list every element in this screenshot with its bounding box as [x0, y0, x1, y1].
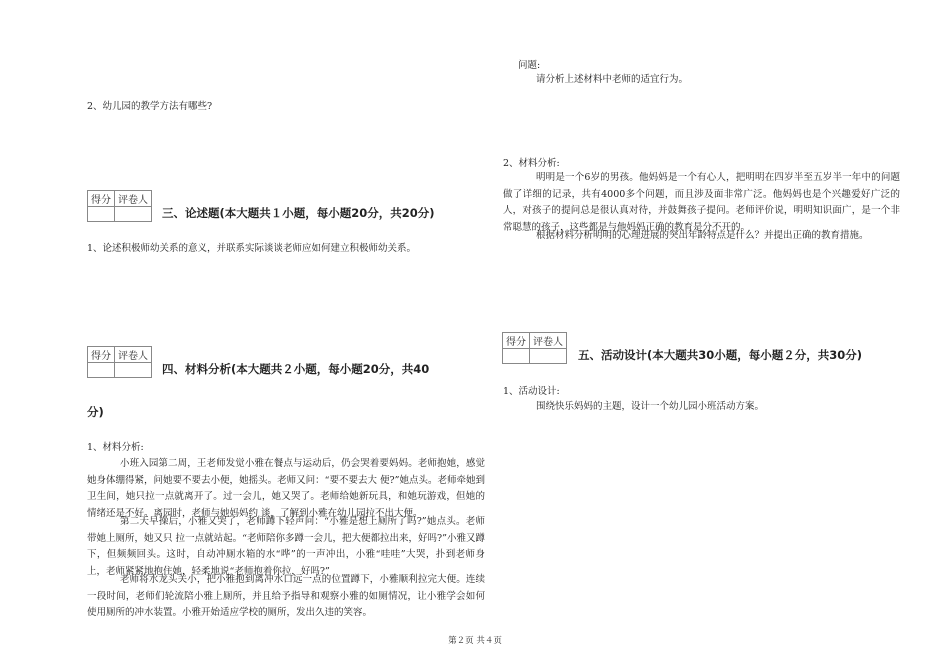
section-4-title-line1: 四、材料分析(本大题共２小题，每小题20分，共40 — [162, 362, 430, 376]
score-cell[interactable] — [88, 207, 115, 222]
question-text: 请分析上述材料中老师的适宜行为。 — [536, 74, 689, 85]
section-4-question-1-label: 1、材料分析: — [87, 442, 144, 453]
score-cell[interactable] — [88, 363, 115, 378]
section-3-question-1: 1、论述积极师幼关系的意义，并联系实际谈谈老师应如何建立积极师幼关系。 — [87, 243, 417, 254]
material-paragraph-3: 老师将水龙头关小，把小雅抱到离冲水口远一点的位置蹲下，小雅顺利拉完大便。连续一段时间，老师们轮流陪小雅上厕所，并且给予指导和观察小雅的如厕情况，让小雅学会如何使用厕所的冲水装置。小雅开始适应学校的厕所，发出久违的笑容。 — [87, 574, 485, 619]
score-cell[interactable] — [503, 349, 530, 364]
section-5-question-1-label: 1、活动设计: — [503, 386, 560, 397]
section-5-title: 五、活动设计(本大题共30小题，每小题２分，共30分) — [578, 348, 863, 362]
section-4-title-line2: 分) — [87, 405, 104, 419]
score-label: 得分 — [88, 347, 115, 363]
material-2-paragraph-2: 根据材料分析明明的心理进展的突出年龄特点是什么？并提出正确的教育措施。 — [536, 230, 869, 241]
reviewer-label: 评卷人 — [530, 333, 567, 349]
reviewer-cell[interactable] — [530, 349, 567, 364]
question-2-text: 2、幼儿园的教学方法有哪些? — [87, 101, 213, 112]
reviewer-label: 评卷人 — [115, 191, 152, 207]
score-box-section-3 — [87, 190, 152, 222]
section-3-title: 三、论述题(本大题共１小题，每小题20分，共20分) — [162, 206, 435, 220]
material-paragraph-1: 小班入园第二周，王老师发觉小雅在餐点与运动后，仍会哭着要妈妈。老师抱她，感觉她身体绷得紧，问她要不要去小便，她摇头。老师又问：“要不要去大 便?”她点头。老师牵她到卫生间，她只拉一点就离开了。过一会儿，她又哭了。老师给她新玩具，和她玩游戏，但她的情绪还是不好。离园时，老师与她妈妈约 谈，了解到小雅在幼儿园拉不出大便。 — [87, 458, 485, 519]
question-2-label: 2、材料分析: — [503, 158, 560, 169]
score-box-section-4 — [87, 346, 152, 378]
score-label: 得分 — [88, 191, 115, 207]
material-paragraph-2: 第二天早操后，小雅又哭了，老师蹲下轻声问：“小雅是想上厕所了吗?”她点头。老师带她上厕所，她又只 拉一点就站起。“老师陪你多蹲一会儿，把大便都拉出来，好吗?”小雅又蹲下，但频频回头。这时，自动冲厕水箱的水“哗”的一声冲出，小雅“哇哇”大哭，扑到老师身上，老师紧紧地抱住她，轻柔地说“老师抱着你拉，好吗?” — [87, 516, 485, 577]
page-number-footer: 第２页 共４页 — [448, 636, 502, 646]
reviewer-label: 评卷人 — [115, 347, 152, 363]
material-2-paragraph-1: 明明是一个6岁的男孩。他妈妈是一个有心人，把明明在四岁半至五岁半一年中的问题做了详细的记录，共有4000多个问题，而且涉及面非常广泛。他妈妈也是个兴趣爱好广泛的人，对孩子的提问总是很认真对待，并鼓舞孩子提问。老师评价说，明明知识面广，是一个非常聪慧的孩子，这些都是与他妈妈正确的教育是分不开的。 — [503, 172, 900, 233]
reviewer-cell[interactable] — [115, 207, 152, 222]
score-box-section-5 — [502, 332, 567, 364]
question-label: 问题: — [518, 60, 541, 71]
section-5-question-1-text: 围绕快乐妈妈的主题，设计一个幼儿园小班活动方案。 — [536, 401, 765, 412]
reviewer-cell[interactable] — [115, 363, 152, 378]
score-label: 得分 — [503, 333, 530, 349]
